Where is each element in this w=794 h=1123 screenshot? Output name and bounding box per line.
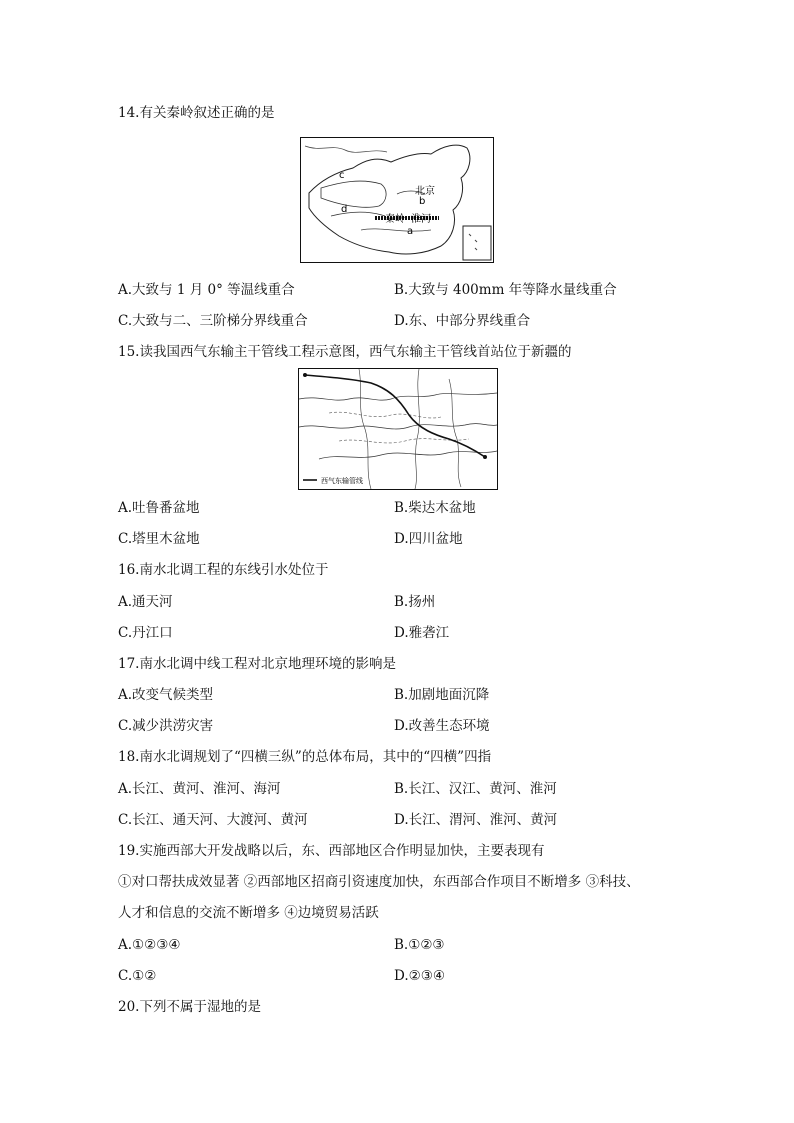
q17-stem: 17.南水北调中线工程对北京地理环境的影响是: [118, 656, 396, 672]
q14-map-label-beijing: 北京: [415, 186, 435, 197]
q15-pipeline-map: [299, 369, 497, 489]
q14-option-b[interactable]: B.大致与 400mm 年等降水量线重合: [394, 282, 617, 298]
q18-option-b[interactable]: B.长江、汉江、黄河、淮河: [394, 781, 557, 797]
q18-option-a[interactable]: A.长江、黄河、淮河、海河: [118, 781, 281, 797]
q15-option-a[interactable]: A.吐鲁番盆地: [118, 500, 200, 516]
q17-option-b[interactable]: B.加剧地面沉降: [394, 687, 490, 703]
q14-option-c[interactable]: C.大致与二、三阶梯分界线重合: [118, 313, 308, 329]
q15-option-d[interactable]: D.四川盆地: [394, 531, 463, 547]
q19-option-b[interactable]: B.①②③: [394, 937, 445, 953]
q19-stem: 19.实施西部大开发战略以后，东、西部地区合作明显加快，主要表现有: [118, 843, 545, 859]
q14-china-outline-map: [301, 138, 493, 262]
q14-map-label-d: d: [341, 204, 348, 215]
q18-option-d[interactable]: D.长江、渭河、淮河、黄河: [394, 812, 558, 828]
q16-option-a[interactable]: A.通天河: [118, 594, 173, 610]
q19-description-line-2: 人才和信息的交流不断增多 ④边境贸易活跃: [118, 905, 379, 921]
q16-option-b[interactable]: B.扬州: [394, 594, 436, 610]
q17-option-d[interactable]: D.改善生态环境: [394, 718, 490, 734]
q18-option-c[interactable]: C.长江、通天河、大渡河、黄河: [118, 812, 308, 828]
q19-option-d[interactable]: D.②③④: [394, 968, 445, 984]
q19-option-c[interactable]: C.①②: [118, 968, 157, 984]
q15-map-legend-label: 西气东输管线: [321, 477, 363, 485]
q15-option-b[interactable]: B.柴达木盆地: [394, 500, 476, 516]
q14-map-label-qinling: 秦岭: [385, 214, 405, 225]
q15-stem: 15.读我国西气东输主干管线工程示意图，西气东输主干管线首站位于新疆的: [118, 344, 572, 360]
q14-option-a[interactable]: A.大致与 1 月 0° 等温线重合: [118, 282, 295, 298]
q19-description-line-1: ①对口帮扶成效显著 ②西部地区招商引资速度加快，东西部合作项目不断增多 ③科技、: [118, 874, 640, 890]
q14-option-d[interactable]: D.东、中部分界线重合: [394, 313, 531, 329]
q14-map-label-a: a: [407, 226, 414, 237]
q15-option-c[interactable]: C.塔里木盆地: [118, 531, 200, 547]
q14-map-label-huaihe: 淮河: [411, 214, 431, 225]
q14-stem: 14.有关秦岭叙述正确的是: [118, 105, 275, 121]
q19-option-a[interactable]: A.①②③④: [118, 937, 181, 953]
q15-map-figure: [298, 368, 498, 490]
q20-stem: 20.下列不属于湿地的是: [118, 999, 261, 1015]
q16-stem: 16.南水北调工程的东线引水处位于: [118, 562, 329, 578]
q16-option-c[interactable]: C.丹江口: [118, 625, 173, 641]
q14-map-label-c: c: [339, 170, 345, 181]
q16-option-d[interactable]: D.雅砻江: [394, 625, 450, 641]
q14-map-label-b: b: [419, 196, 426, 207]
q14-map-figure: [300, 137, 494, 263]
q17-option-c[interactable]: C.减少洪涝灾害: [118, 718, 214, 734]
q17-option-a[interactable]: A.改变气候类型: [118, 687, 214, 703]
q18-stem: 18.南水北调规划了“四横三纵”的总体布局，其中的“四横”四指: [118, 749, 492, 765]
